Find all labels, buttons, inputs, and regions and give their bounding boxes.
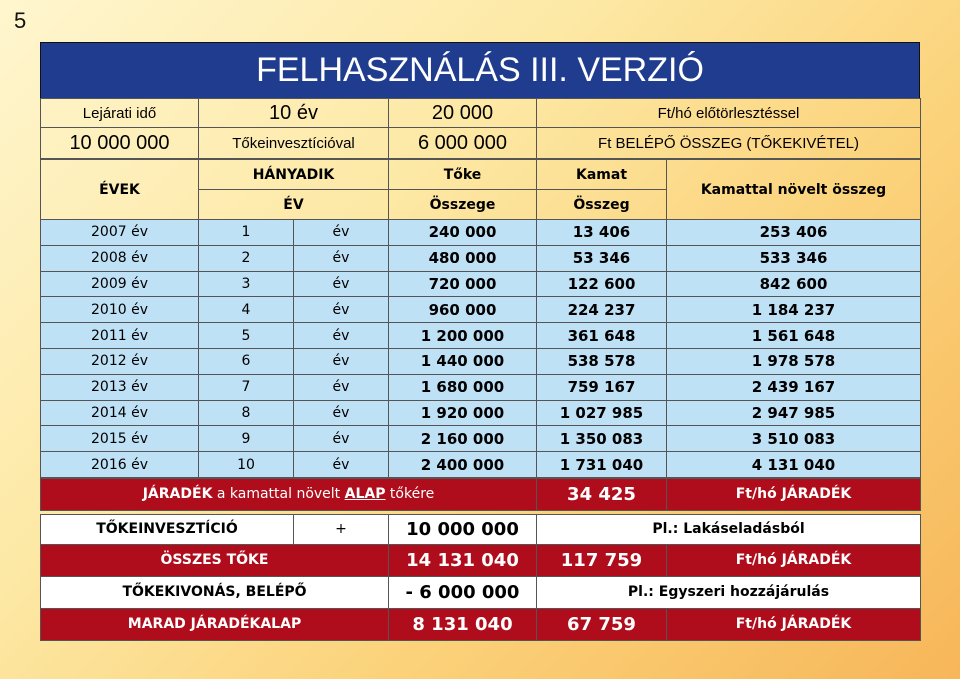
page-title: FELHASZNÁLÁS III. VERZIÓ (40, 42, 920, 98)
index-cell: 5 (199, 323, 294, 349)
jaradek-value: 34 425 (537, 478, 667, 510)
toke-cell: 480 000 (389, 245, 537, 271)
jaradek-label: JÁRADÉK a kamattal növelt ALAP tőkére (41, 478, 537, 510)
year-cell: 2011 év (41, 323, 199, 349)
total-cell: 1 978 578 (667, 348, 921, 374)
index-cell: 4 (199, 297, 294, 323)
year-cell: 2009 év (41, 271, 199, 297)
header-evek: ÉVEK (41, 160, 199, 220)
index-cell: 10 (199, 452, 294, 478)
kamat-cell: 538 578 (537, 348, 667, 374)
table-row (41, 271, 921, 297)
toke-cell: 2 160 000 (389, 426, 537, 452)
tokeinv-plus: + (294, 514, 389, 544)
data-table (40, 159, 921, 478)
toke-cell: 1 680 000 (389, 374, 537, 400)
year-cell: 2010 év (41, 297, 199, 323)
marad-row (41, 608, 921, 640)
unit-cell: év (294, 323, 389, 349)
unit-cell: év (294, 297, 389, 323)
table-row (41, 400, 921, 426)
monthly-amount: 20 000 (389, 99, 537, 128)
tokeinv-row (41, 514, 921, 544)
unit-cell: év (294, 400, 389, 426)
summary-table (40, 478, 921, 641)
marad-value: 8 131 040 (389, 608, 537, 640)
year-cell: 2013 év (41, 374, 199, 400)
kamat-cell: 53 346 (537, 245, 667, 271)
header-toke-osszege: Összege (389, 190, 537, 220)
table-row (41, 245, 921, 271)
header-hanyadik: HÁNYADIK (199, 160, 389, 190)
jaradek-row (41, 478, 921, 510)
info-table (40, 98, 921, 159)
toke-cell: 1 440 000 (389, 348, 537, 374)
kamat-cell: 13 406 (537, 220, 667, 246)
toke-cell: 240 000 (389, 220, 537, 246)
toke-cell: 960 000 (389, 297, 537, 323)
kamat-cell: 122 600 (537, 271, 667, 297)
osszes-value: 14 131 040 (389, 544, 537, 576)
capital-label: Tőkeinvesztícióval (199, 128, 389, 159)
kamat-cell: 1 027 985 (537, 400, 667, 426)
jaradek-unit: Ft/hó JÁRADÉK (667, 478, 921, 510)
toke-cell: 1 920 000 (389, 400, 537, 426)
slide-number: 5 (14, 8, 27, 33)
marad-unit: Ft/hó JÁRADÉK (667, 608, 921, 640)
capital-amount: 10 000 000 (41, 128, 199, 159)
tokeinv-value: 10 000 000 (389, 514, 537, 544)
total-cell: 1 561 648 (667, 323, 921, 349)
lejarati-label: Lejárati idő (41, 99, 199, 128)
total-cell: 842 600 (667, 271, 921, 297)
header-kamat: Kamat (537, 160, 667, 190)
header-kamat-osszeg: Összeg (537, 190, 667, 220)
unit-cell: év (294, 452, 389, 478)
index-cell: 1 (199, 220, 294, 246)
index-cell: 6 (199, 348, 294, 374)
kamat-cell: 224 237 (537, 297, 667, 323)
osszes-unit: Ft/hó JÁRADÉK (667, 544, 921, 576)
toke-cell: 2 400 000 (389, 452, 537, 478)
year-cell: 2007 év (41, 220, 199, 246)
osszes-row (41, 544, 921, 576)
entry-amount: 6 000 000 (389, 128, 537, 159)
index-cell: 9 (199, 426, 294, 452)
kamat-cell: 1 731 040 (537, 452, 667, 478)
table-row (41, 323, 921, 349)
kivonas-value: - 6 000 000 (389, 576, 537, 608)
kamat-cell: 1 350 083 (537, 426, 667, 452)
table-row (41, 426, 921, 452)
lejarati-value: 10 év (199, 99, 389, 128)
index-cell: 8 (199, 400, 294, 426)
total-cell: 2 439 167 (667, 374, 921, 400)
year-cell: 2014 év (41, 400, 199, 426)
marad-label: MARAD JÁRADÉKALAP (41, 608, 389, 640)
unit-cell: év (294, 348, 389, 374)
unit-cell: év (294, 245, 389, 271)
table-row (41, 220, 921, 246)
year-cell: 2012 év (41, 348, 199, 374)
total-cell: 533 346 (667, 245, 921, 271)
total-cell: 1 184 237 (667, 297, 921, 323)
tokeinv-note: Pl.: Lakáseladásból (537, 514, 921, 544)
kivonas-note: Pl.: Egyszeri hozzájárulás (537, 576, 921, 608)
total-cell: 4 131 040 (667, 452, 921, 478)
year-cell: 2016 év (41, 452, 199, 478)
entry-label: Ft BELÉPŐ ÖSSZEG (TŐKEKIVÉTEL) (537, 128, 921, 159)
year-cell: 2008 év (41, 245, 199, 271)
total-cell: 253 406 (667, 220, 921, 246)
table-row (41, 297, 921, 323)
kamat-cell: 759 167 (537, 374, 667, 400)
table-row (41, 452, 921, 478)
monthly-note: Ft/hó előtörlesztéssel (537, 99, 921, 128)
header-toke: Tőke (389, 160, 537, 190)
index-cell: 2 (199, 245, 294, 271)
total-cell: 3 510 083 (667, 426, 921, 452)
kivonas-row (41, 576, 921, 608)
index-cell: 3 (199, 271, 294, 297)
unit-cell: év (294, 220, 389, 246)
header-ev: ÉV (199, 190, 389, 220)
year-cell: 2015 év (41, 426, 199, 452)
marad-jaradek: 67 759 (537, 608, 667, 640)
osszes-jaradek: 117 759 (537, 544, 667, 576)
total-cell: 2 947 985 (667, 400, 921, 426)
toke-cell: 1 200 000 (389, 323, 537, 349)
unit-cell: év (294, 426, 389, 452)
kivonas-label: TŐKEKIVONÁS, BELÉPŐ (41, 576, 389, 608)
osszes-label: ÖSSZES TŐKE (41, 544, 389, 576)
unit-cell: év (294, 374, 389, 400)
table-row (41, 374, 921, 400)
tokeinv-label: TŐKEINVESZTÍCIÓ (41, 514, 294, 544)
unit-cell: év (294, 271, 389, 297)
slide-content (40, 42, 920, 641)
index-cell: 7 (199, 374, 294, 400)
kamat-cell: 361 648 (537, 323, 667, 349)
toke-cell: 720 000 (389, 271, 537, 297)
header-kamattal: Kamattal növelt összeg (667, 160, 921, 220)
table-row (41, 348, 921, 374)
